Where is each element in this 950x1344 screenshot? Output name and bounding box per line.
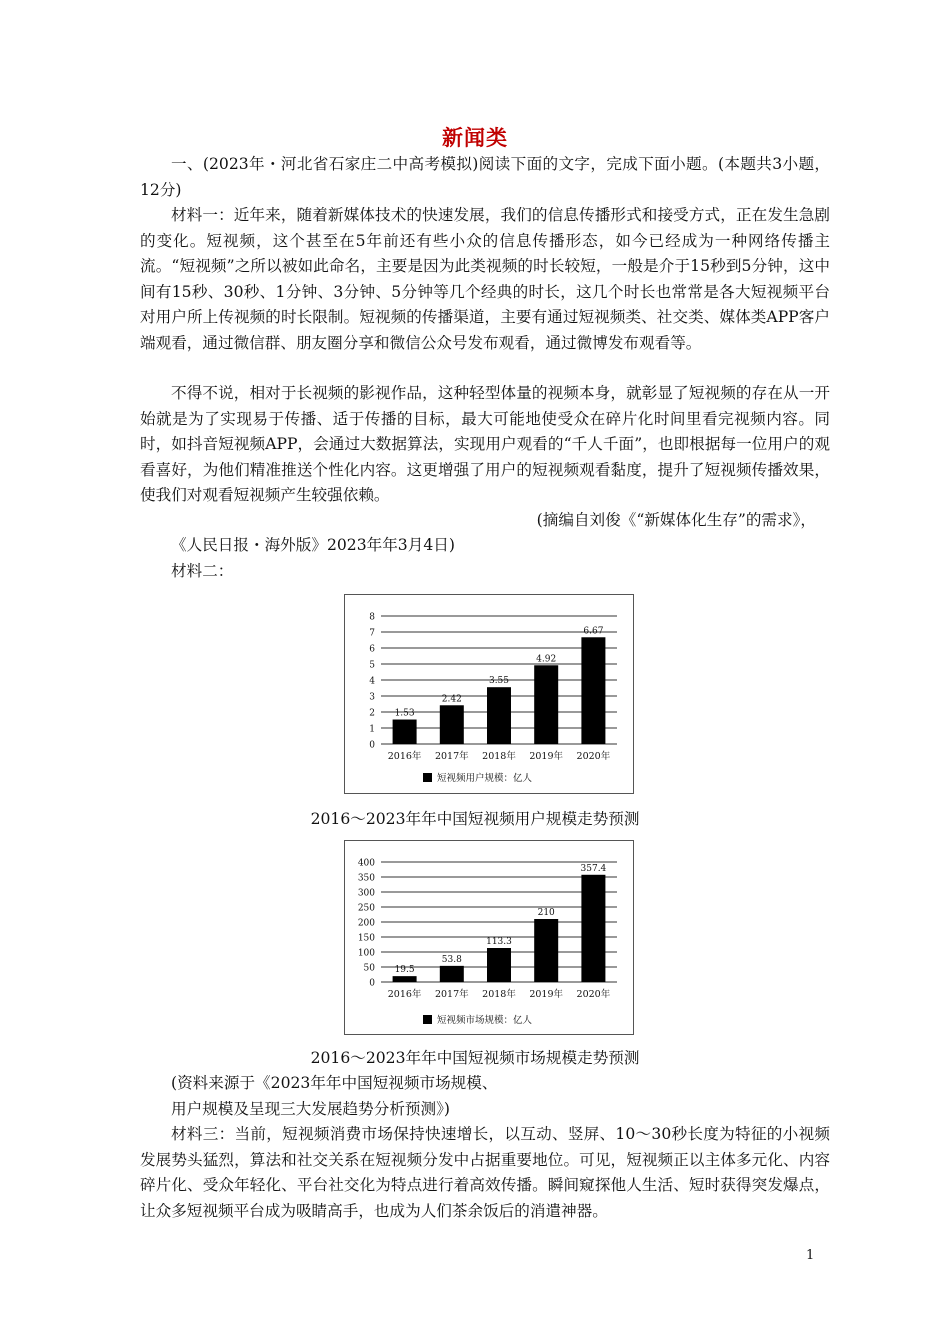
x-tick-label: 2017年 [434, 751, 469, 762]
legend-swatch [423, 1015, 432, 1024]
data-label: 1.53 [394, 708, 415, 719]
legend-swatch [423, 773, 432, 782]
source-citation-line-1: (摘编自刘俊《“新媒体化生存”的需求》， [536, 511, 816, 529]
data-label: 357.4 [580, 863, 607, 874]
bar [393, 720, 417, 744]
y-tick-label: 7 [369, 628, 375, 639]
bar [487, 948, 511, 982]
data-label: 2.42 [441, 694, 462, 705]
bar [534, 919, 558, 982]
x-tick-label: 2017年 [434, 989, 469, 1000]
y-tick-label: 2 [369, 708, 375, 719]
x-tick-label: 2016年 [387, 989, 422, 1000]
y-tick-label: 0 [369, 740, 375, 751]
user-scale-chart-caption: 2016～2023年年中国短视频用户规模走势预测 [310, 810, 640, 828]
bar [440, 966, 464, 982]
data-label: 4.92 [536, 654, 557, 665]
x-tick-label: 2018年 [482, 989, 516, 1000]
user-scale-chart [344, 594, 634, 794]
data-label: 6.67 [583, 626, 604, 637]
material-three-paragraph: 材料三：当前，短视频消费市场保持快速增长，以互动、竖屏、10～30秒长度为特征的小视频发展势头猛烈，算法和社交关系在短视频分发中占据重要地位。可见，短视频正以主体多元化、内容碎片化、受众年轻化、平台社交化为特点进行着高效传播。瞬间窥探他人生活、短时获得突发爆点，让众多短视频平台成为吸睛高手，也成为人们茶余饭后的消遣神器。 [140, 1125, 830, 1220]
bar [393, 976, 417, 982]
data-source-line-1: (资料来源于《2023年年中国短视频市场规模、 [171, 1074, 498, 1092]
x-tick-label: 2019年 [529, 989, 564, 1000]
legend-label: 短视频市场规模：亿人 [437, 1015, 533, 1026]
y-tick-label: 400 [357, 858, 375, 869]
y-tick-label: 1 [369, 724, 375, 735]
bar [440, 705, 464, 744]
material-one-paragraph-1: 材料一：近年来，随着新媒体技术的快速发展，我们的信息传播形式和接受方式，正在发生急剧的变化。短视频，这个甚至在5年前还有些小众的信息传播形态，如今已经成为一种网络传播主流。“短视频”之所以被如此命名，主要是因为此类视频的时长较短，一般是介于15秒到5分钟，这中间有15秒、30秒、1分钟、3分钟、5分钟等几个经典的时长，这几个时长也常常是各大短视频平台对用户所上传视频的时长限制。短视频的传播渠道，主要有通过短视频类、社交类、媒体类APP客户端观看，通过微信群、朋友圈分享和微信公众号发布观看，通过微博发布观看等。 [140, 206, 830, 352]
question-intro: 一、(2023年・河北省石家庄二中高考模拟)阅读下面的文字，完成下面小题。(本题共3小题，12分) [140, 155, 830, 199]
market-scale-chart-caption: 2016～2023年年中国短视频市场规模走势预测 [310, 1049, 640, 1067]
data-label: 210 [537, 908, 555, 918]
data-label: 53.8 [441, 954, 462, 965]
y-tick-label: 300 [357, 888, 375, 899]
x-tick-label: 2019年 [529, 751, 564, 762]
y-tick-label: 350 [357, 873, 375, 884]
y-tick-label: 3 [369, 692, 375, 703]
y-tick-label: 150 [357, 933, 375, 944]
bar [581, 875, 605, 982]
y-tick-label: 200 [357, 918, 375, 929]
bar [487, 687, 511, 744]
material-two-label: 材料二： [171, 562, 234, 580]
x-tick-label: 2018年 [482, 751, 516, 762]
market-scale-chart-svg [345, 841, 633, 1034]
y-tick-label: 50 [363, 963, 375, 974]
x-tick-label: 2016年 [387, 751, 422, 762]
x-tick-label: 2020年 [576, 751, 611, 762]
y-tick-label: 8 [369, 612, 375, 623]
market-scale-chart [344, 840, 634, 1035]
data-source-line-2: 用户规模及呈现三大发展趋势分析预测》) [171, 1100, 450, 1118]
y-tick-label: 5 [369, 660, 375, 671]
y-tick-label: 0 [369, 978, 375, 989]
bar [581, 637, 605, 744]
y-tick-label: 6 [369, 644, 375, 655]
page-number: 1 [806, 1248, 815, 1263]
legend-label: 短视频用户规模：亿人 [437, 773, 533, 784]
data-label: 113.3 [486, 937, 512, 948]
page-title: 新闻类 [442, 125, 508, 150]
bar [534, 665, 558, 744]
data-label: 3.55 [488, 676, 510, 687]
x-tick-label: 2020年 [576, 989, 611, 1000]
user-scale-chart-svg [345, 595, 633, 793]
source-citation-line-2: 《人民日报・海外版》2023年年3月4日) [171, 536, 455, 554]
y-tick-label: 100 [357, 948, 375, 959]
y-tick-label: 4 [369, 676, 375, 687]
data-label: 19.5 [394, 965, 415, 976]
material-one-paragraph-2: 不得不说，相对于长视频的影视作品，这种轻型体量的视频本身，就彰显了短视频的存在从一开始就是为了实现易于传播、适于传播的目标，最大可能地使受众在碎片化时间里看完视频内容。同时，如抖音短视频APP，会通过大数据算法，实现用户观看的“千人千面”，也即根据每一位用户的观看喜好，为他们精准推送个性化内容。这更增强了用户的短视频观看黏度，提升了短视频传播效果，使我们对观看短视频产生较强依赖。 [140, 384, 830, 504]
y-tick-label: 250 [357, 903, 375, 914]
